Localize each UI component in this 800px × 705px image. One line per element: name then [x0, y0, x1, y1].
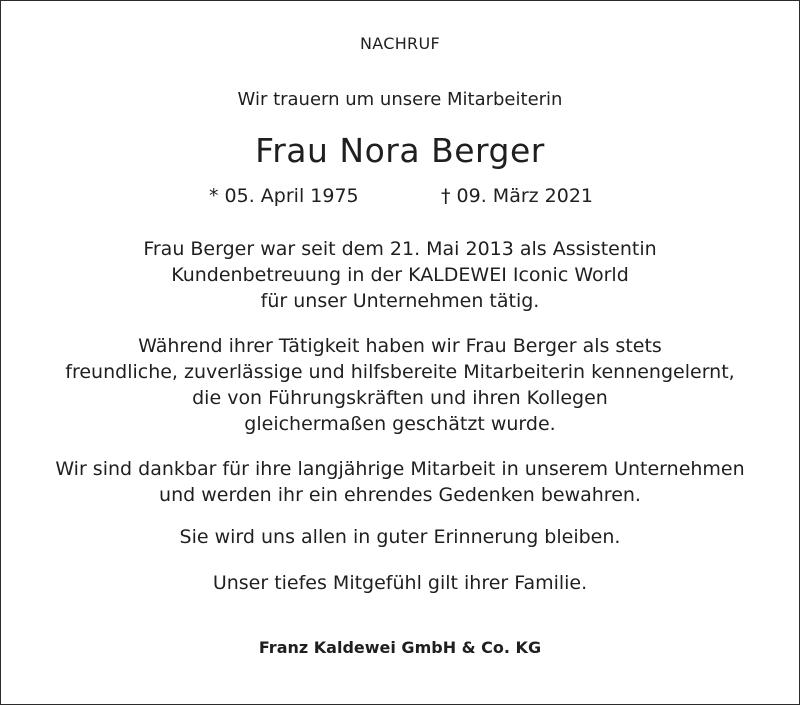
paragraph-line: Frau Berger war seit dem 21. Mai 2013 als Assistentin [143, 238, 657, 260]
intro-text: Wir trauern um unsere Mitarbeiterin [237, 89, 563, 110]
paragraph-line: Während ihrer Tätigkeit haben wir Frau Berger als stets [138, 335, 662, 357]
paragraph-line: die von Führungskräften und ihren Kollegen [192, 387, 608, 409]
death-date: † 09. März 2021 [441, 185, 594, 207]
paragraph-employment [0, 236, 800, 314]
birth-date: * 05. April 1975 [209, 185, 359, 207]
paragraph-line: gleichermaßen geschätzt wurde. [244, 413, 556, 435]
paragraph-line: für unser Unternehmen tätig. [260, 290, 540, 312]
paragraph-line: Unser tiefes Mitgefühl gilt ihrer Familie. [212, 572, 588, 594]
deceased-name: Frau Nora Berger [255, 131, 545, 170]
paragraph-line: Kundenbetreuung in der KALDEWEI Iconic World [171, 264, 629, 286]
paragraph-line: und werden ihr ein ehrendes Gedenken bewahren. [159, 484, 641, 506]
paragraph-remembrance [0, 524, 800, 550]
paragraph-gratitude [0, 456, 800, 508]
paragraph-line: freundliche, zuverlässige und hilfsbereite Mitarbeiterin kennengelernt, [65, 361, 735, 383]
paragraph-condolence [0, 570, 800, 596]
paragraph-character [0, 333, 800, 437]
notice-heading: NACHRUF [360, 34, 440, 53]
paragraph-line: Wir sind dankbar für ihre langjährige Mitarbeit in unserem Unternehmen [55, 458, 745, 480]
company-signature: Franz Kaldewei GmbH & Co. KG [258, 638, 542, 657]
paragraph-line: Sie wird uns allen in guter Erinnerung bleiben. [179, 526, 621, 548]
